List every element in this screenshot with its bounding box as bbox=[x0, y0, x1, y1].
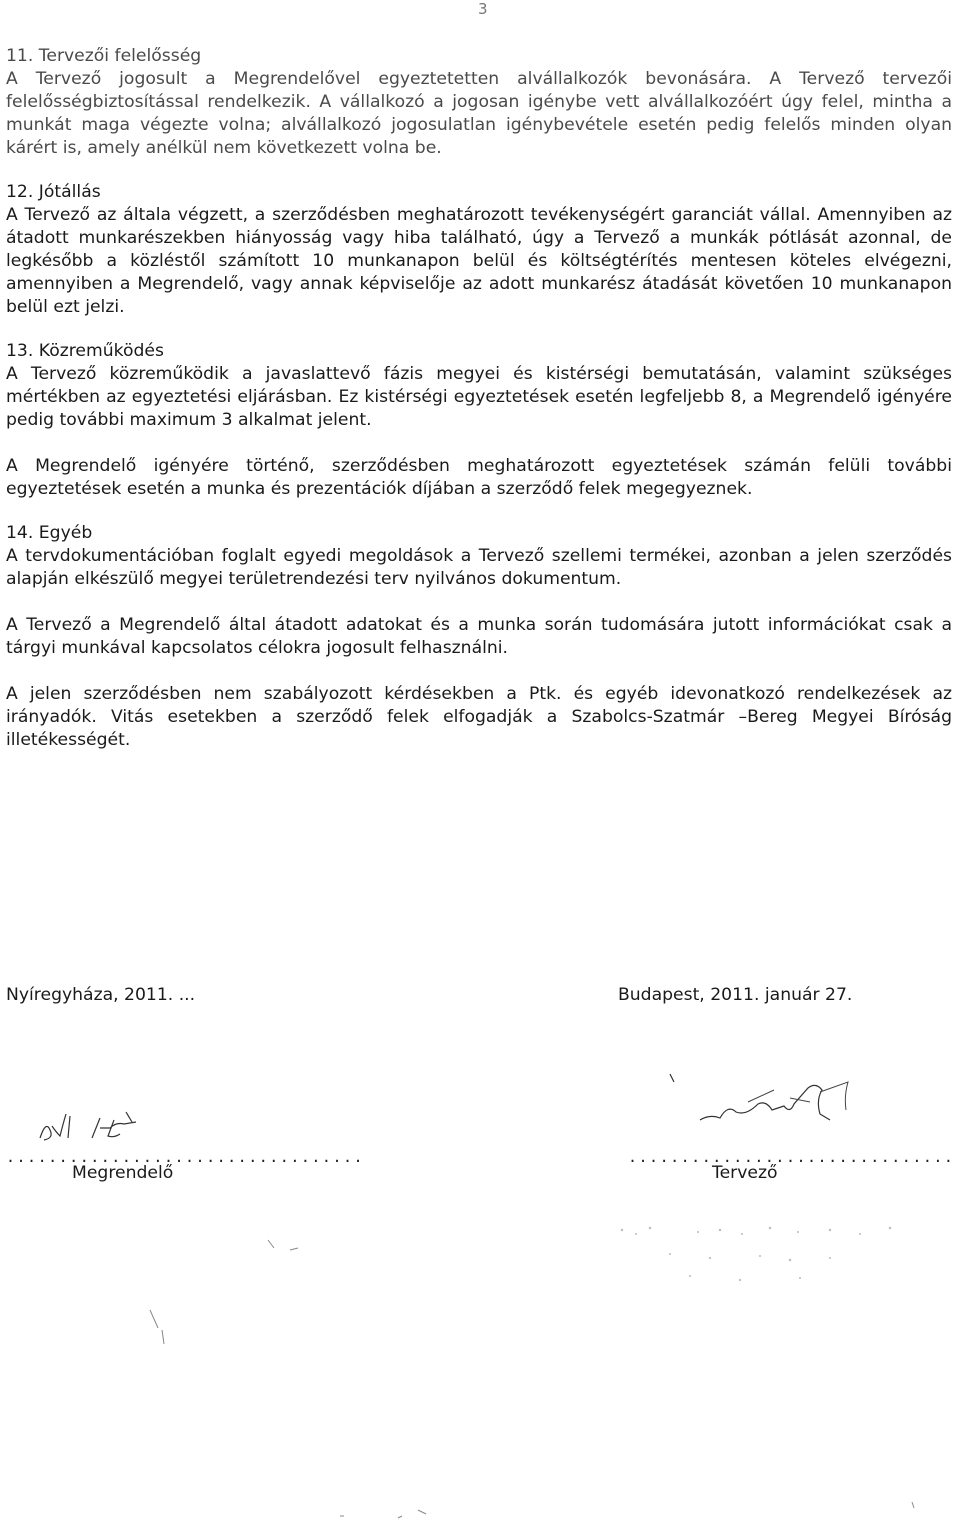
paragraph: A tervdokumentációban foglalt egyedi megoldások a Tervező szellemi termékei, azonban a jelen szerződés alapján elkészülő megyei területrendezési terv nyilvános dokumentum. bbox=[6, 546, 952, 589]
section-12 bbox=[6, 181, 952, 319]
signature-tervezo bbox=[640, 1062, 880, 1152]
signature-line-right: ............................... bbox=[628, 1148, 955, 1166]
place-date-right: Budapest, 2011. január 27. bbox=[618, 985, 853, 1005]
paragraph: A Tervező a Megrendelő által átadott adatokat és a munka során tudomására jutott információkat csak a tárgyi munkával kapcsolatos célokra jogosult felhasználni. bbox=[6, 615, 952, 658]
signature-megrendelo bbox=[30, 1098, 200, 1150]
section-13 bbox=[6, 340, 952, 501]
signature-line-left: .................................. bbox=[6, 1148, 365, 1166]
paragraph: A Tervező jogosult a Megrendelővel egyeztetetten alvállalkozók bevonására. A Tervező tervezői felelősségbiztosítással rendelkezik. A vállalkozó a jogosan igénybe vett alvállalkozóért úgy felel, mintha a munkát maga végezte volna; alvállalkozó jogosulatlan igénybevétele esetén pedig felelős minden olyan kárért is, amely anélkül nem következett volna be. bbox=[6, 69, 952, 158]
signature-role-left: Megrendelő bbox=[72, 1163, 174, 1183]
paragraph: A Megrendelő igényére történő, szerződésben meghatározott egyeztetések számán felüli további egyeztetések esetén a munka és prezentációk díjában a szerződő felek megegyeznek. bbox=[6, 456, 952, 499]
section-heading: 11. Tervezői felelősség bbox=[6, 46, 202, 66]
paragraph: A Tervező az általa végzett, a szerződésben meghatározott tevékenységért garanciát vállal. Amennyiben az átadott munkarészekben hiányosság vagy hiba található, úgy a Tervező a munkák pótlását azonnal, de legkésőbb a közléstől számított 10 munkanapon belül és költségtérítés mentesen köteles elvégezni, amennyiben a Megrendelő, vagy annak képviselője az adott munkarész átadását követően 10 munkanapon belül ezt jelzi. bbox=[6, 205, 952, 317]
paragraph: A jelen szerződésben nem szabályozott kérdésekben a Ptk. és egyéb idevonatkozó rendelkezések az irányadók. Vitás esetekben a szerződő felek elfogadják a Szabolcs-Szatmár –Bereg Megyei Bíróság illetékességét. bbox=[6, 684, 952, 750]
section-heading: 12. Jótállás bbox=[6, 182, 101, 202]
place-date-left: Nyíregyháza, 2011. ... bbox=[6, 985, 196, 1005]
section-heading: 14. Egyéb bbox=[6, 523, 93, 543]
section-14 bbox=[6, 522, 952, 752]
paragraph: A Tervező közreműködik a javaslattevő fázis megyei és kistérségi bemutatásán, valamint szükséges mértékben az egyeztetési eljárásban. Ez kistérségi egyeztetések esetén legfeljebb 8, a Megrendelő igényére pedig további maximum 3 alkalmat jelent. bbox=[6, 364, 952, 430]
section-11 bbox=[6, 45, 952, 160]
document-body bbox=[6, 45, 952, 773]
signature-role-right: Tervező bbox=[712, 1163, 778, 1183]
scan-specks bbox=[0, 1200, 960, 1520]
page-number: 3 bbox=[478, 0, 488, 18]
section-heading: 13. Közreműködés bbox=[6, 341, 164, 361]
